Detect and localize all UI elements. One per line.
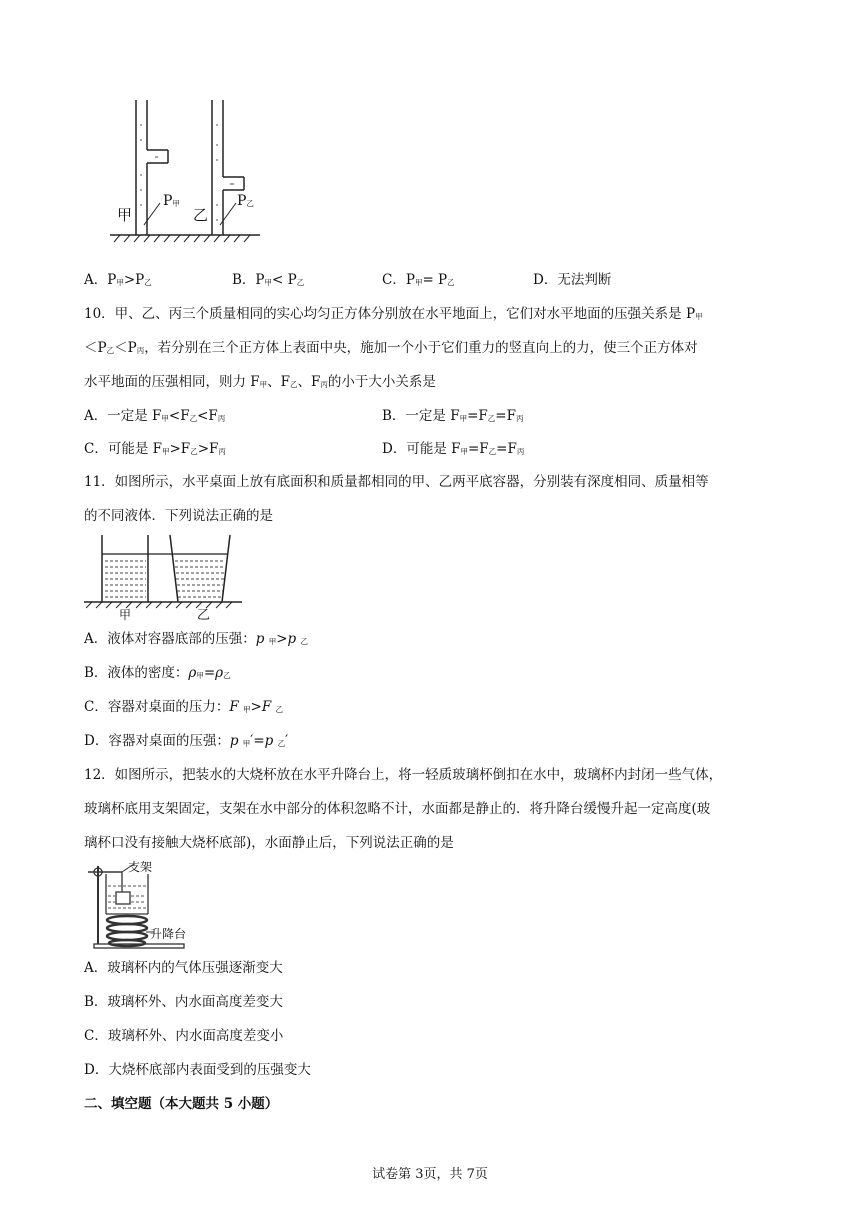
q11-a-var: p <box>255 631 265 647</box>
q10-b-s3: 丙 <box>515 414 524 423</box>
q10-l1-text: 10．甲、乙、丙三个质量相同的实心均匀正方体分别放在水平地面上，它们对水平地面的压强关系是 P <box>84 306 696 322</box>
q9-d-key: D． <box>533 272 558 288</box>
q11-b-text: B．液体的密度： <box>84 665 189 681</box>
q10-b-s1: 甲 <box>459 414 468 423</box>
q10-a-m2: <F <box>197 408 218 424</box>
q10-d-pre: D．可能是 F <box>382 441 461 457</box>
fig9-pyi-sub: 乙 <box>246 199 254 208</box>
fig12-label-zhijia: 支架 <box>128 860 153 874</box>
fig9-label-pjia <box>163 193 180 209</box>
q11-option-b[interactable] <box>84 664 231 685</box>
q10-l1-sub: 甲 <box>695 312 703 321</box>
q11-c-text: C．容器对桌面的压力： <box>84 699 230 715</box>
q9-b-sub1: 甲 <box>264 278 273 287</box>
q10-l3c: 、F <box>297 374 321 390</box>
q10-line-3 <box>84 373 436 394</box>
q9-b-mid: < P <box>272 272 297 288</box>
q11-d-var2: p <box>264 733 274 749</box>
q11-option-c[interactable] <box>84 698 283 719</box>
fig11-label-jia: 甲 <box>119 608 132 622</box>
q10-l3s2: 乙 <box>290 380 298 389</box>
q10-d-s3: 丙 <box>516 447 525 456</box>
q10-option-b[interactable] <box>382 407 523 428</box>
figure-q11-containers <box>84 532 244 622</box>
q11-line-1: 11．如图所示，水平桌面上放有底面积和质量都相同的甲、乙两平底容器，分别装有深度相同、质量相等 <box>84 474 709 490</box>
q10-l3a: 水平地面的压强相同，则力 F <box>84 374 260 390</box>
q11-c-s2: 乙 <box>275 705 283 714</box>
q11-b-op: = <box>203 665 216 681</box>
q10-c-s2: 乙 <box>190 447 198 456</box>
fig9-pjia-sub: 甲 <box>172 199 180 208</box>
q12-option-b[interactable]: B．玻璃杯外、内水面高度差变大 <box>84 994 283 1010</box>
q10-a-s2: 乙 <box>189 414 198 423</box>
q11-option-a[interactable] <box>84 630 308 651</box>
page-footer: 试卷第 3页，共 7页 <box>372 1167 488 1182</box>
fig11-label-yi: 乙 <box>197 608 211 623</box>
q10-l3d: 的小于大小关系是 <box>327 374 436 390</box>
q9-c-sub2: 乙 <box>447 278 455 287</box>
q11-d-s2: 乙 <box>277 739 286 748</box>
q11-c-op: > <box>250 699 262 715</box>
fig9-label-yi: 乙 <box>193 206 209 224</box>
q9-option-d[interactable] <box>533 271 611 289</box>
fig12-label-shengjiangtai: 升降台 <box>150 927 187 941</box>
q10-b-m1: =F <box>467 408 488 424</box>
q11-option-d[interactable] <box>84 732 288 753</box>
q11-line-2: 的不同液体．下列说法正确的是 <box>84 508 273 524</box>
q11-b-var: ρ <box>188 665 197 681</box>
q11-d-text: D．容器对桌面的压强： <box>84 733 230 749</box>
q11-c-var2: F <box>261 699 272 715</box>
q9-a-mid: >P <box>123 272 145 288</box>
q10-a-m1: <F <box>168 408 190 424</box>
q9-a-sub2: 乙 <box>144 278 152 287</box>
q11-a-s1: 甲 <box>268 637 277 646</box>
fig9-label-pyi <box>237 193 254 209</box>
q11-d-op: ′= <box>250 733 265 749</box>
q10-d-s1: 甲 <box>460 447 468 456</box>
q10-l2s2: 丙 <box>136 346 145 355</box>
q12-option-d[interactable]: D．大烧杯底部内表面受到的压强变大 <box>84 1062 311 1078</box>
q9-c-key: C． <box>382 272 406 288</box>
q11-a-text: A．液体对容器底部的压强： <box>84 631 256 647</box>
q11-c-var: F <box>229 699 239 715</box>
q9-option-b[interactable] <box>232 271 304 292</box>
q11-d-tail: ′ <box>285 733 289 749</box>
q10-c-m2: >F <box>197 441 219 457</box>
fig9-label-jia: 甲 <box>117 206 133 224</box>
q11-a-s2: 乙 <box>300 637 308 646</box>
q10-l3s3: 丙 <box>320 380 328 389</box>
q9-c-pre: P <box>405 272 415 288</box>
q10-b-pre: B．一定是 F <box>382 408 460 424</box>
q10-option-c[interactable] <box>84 440 226 461</box>
q11-d-s1: 甲 <box>242 739 251 748</box>
q11-a-op: > <box>276 631 288 647</box>
q10-b-s2: 乙 <box>487 414 496 423</box>
q10-option-d[interactable] <box>382 440 524 461</box>
q11-c-s1: 甲 <box>243 705 251 714</box>
q11-b-s1: 甲 <box>196 671 204 680</box>
q12-option-c[interactable]: C．玻璃杯外、内水面高度差变小 <box>84 1028 284 1044</box>
q10-l2c: ，若分别在三个正方体上表面中央，施加一个小于它们重力的竖直向上的力，使三个正方体对 <box>144 340 698 356</box>
q10-c-m1: >F <box>169 441 191 457</box>
q10-l2b: ＜P <box>114 340 137 356</box>
q10-c-s1: 甲 <box>162 447 170 456</box>
q10-c-s3: 丙 <box>218 447 226 456</box>
q12-option-a[interactable]: A．玻璃杯内的气体压强逐渐变大 <box>84 960 283 976</box>
q9-d-text: 无法判断 <box>557 272 612 288</box>
q9-b-sub2: 乙 <box>296 278 305 287</box>
q10-line-1 <box>84 305 703 326</box>
q10-a-pre: A．一定是 F <box>84 408 162 424</box>
q9-b-key: B． <box>232 272 256 288</box>
q9-a-key: A． <box>84 272 108 288</box>
q11-a-var2: p <box>287 631 297 647</box>
q10-d-m1: =F <box>467 441 489 457</box>
q10-l3s1: 甲 <box>259 380 268 389</box>
q10-l3b: 、F <box>267 374 291 390</box>
q10-line-2 <box>84 339 698 360</box>
q9-option-c[interactable] <box>382 271 455 292</box>
q12-line-2: 玻璃杯底用支架固定，支架在水中部分的体积忽略不计，水面都是静止的．将升降台缓慢升起一定高度(玻 <box>84 801 711 817</box>
q9-c-mid: = P <box>422 272 448 288</box>
q10-l2a: ＜P <box>84 340 107 356</box>
q11-b-var2: ρ <box>215 665 224 681</box>
q12-line-3: 璃杯口没有接触大烧杯底部)，水面静止后，下列说法正确的是 <box>84 835 454 851</box>
fig9-pjia-text: P <box>163 193 173 209</box>
q12-line-1: 12．如图所示，把装水的大烧杯放在水平升降台上，将一轻质玻璃杯倒扣在水中，玻璃杯内封闭一些气体， <box>84 767 723 783</box>
fig9-pyi-text: P <box>237 193 247 209</box>
q10-d-m2: =F <box>496 441 517 457</box>
q9-option-a[interactable] <box>84 271 152 292</box>
q9-b-pre: P <box>255 272 265 288</box>
q11-b-s2: 乙 <box>223 671 231 680</box>
q10-a-s1: 甲 <box>161 414 169 423</box>
q10-a-s3: 丙 <box>217 414 226 423</box>
section-heading-fill-in: 二、填空题（本大题共 5 小题） <box>84 1096 279 1112</box>
q9-c-sub1: 甲 <box>414 278 423 287</box>
q9-a-pre: P <box>107 272 117 288</box>
q10-d-s2: 乙 <box>488 447 497 456</box>
q10-c-pre: C．可能是 F <box>84 441 162 457</box>
q10-option-a[interactable] <box>84 407 225 428</box>
q10-l2s1: 乙 <box>106 346 115 355</box>
q11-d-var: p <box>229 733 239 749</box>
q9-a-sub1: 甲 <box>116 278 124 287</box>
q10-b-m2: =F <box>495 408 516 424</box>
